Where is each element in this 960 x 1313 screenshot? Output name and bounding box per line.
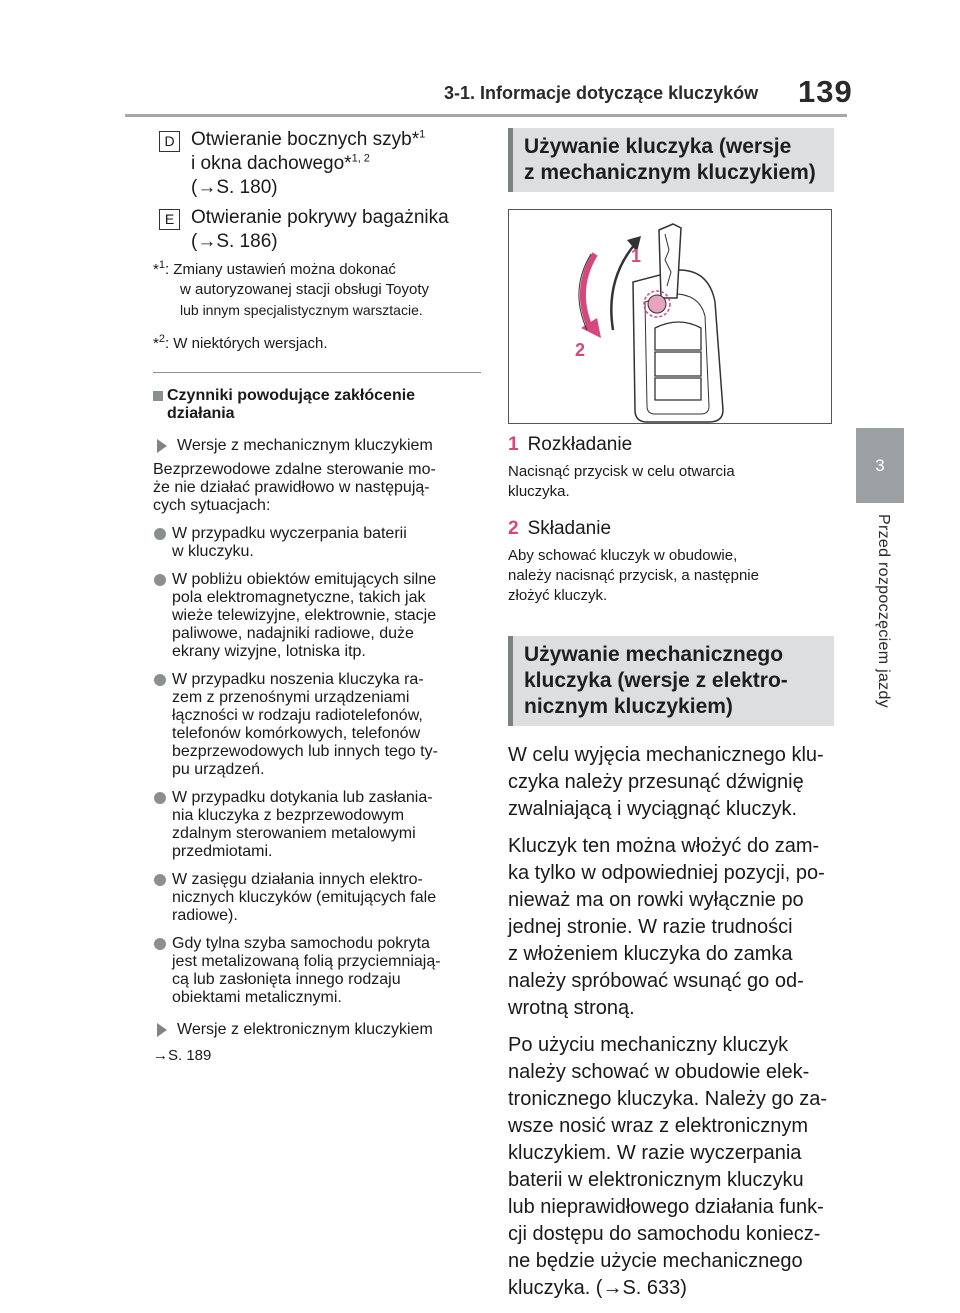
intro-line: cych sytuacjach:: [153, 497, 271, 514]
bullet-line: W przypadku dotykania lub zasłania-: [172, 789, 433, 806]
interference-intro: [153, 461, 483, 515]
step-label: Rozkładanie: [527, 434, 633, 455]
item-d-letter-box: D: [159, 131, 180, 152]
footnote-1: [153, 260, 483, 320]
paragraph-line: jednej stronie. W razie trudności: [508, 916, 793, 938]
list-item: [153, 571, 483, 661]
paragraph-line: tronicznego kluczyka. Należy go za-: [508, 1088, 828, 1110]
list-item: [153, 871, 483, 925]
paragraph-line: ka tylko w odpowiedniej pozycji, po-: [508, 862, 825, 884]
footnote-1-mark: *: [153, 261, 159, 278]
paragraph-line: lub nieprawidłowego działania funk-: [508, 1196, 824, 1218]
circle-bullet-icon: [154, 938, 166, 950]
figure-label-1: 1: [631, 246, 642, 266]
bullet-line: paliwowe, nadajniki radiowe, duże: [172, 625, 414, 642]
paragraph-line: czyka należy przesunąć dźwignię: [508, 771, 804, 793]
footnote-1-sup: 1: [158, 259, 165, 271]
paragraph-line: ne będzie użycie mechanicznego: [508, 1250, 803, 1272]
paragraph-line: nieważ ma on rowki wyłącznie po: [508, 889, 804, 911]
bullet-line: pola elektromagnetyczne, takich jak: [172, 589, 426, 606]
mechanical-key-versions-text: Wersje z mechanicznym kluczykiem: [177, 437, 433, 454]
item-d-line1: Otwieranie bocznych szyb*: [191, 129, 420, 150]
step-number: 2: [508, 518, 519, 539]
paragraph-insert-key: [508, 833, 834, 1022]
step-desc-line: Aby schować kluczyk w obudowie,: [508, 547, 738, 564]
header-divider: [125, 114, 847, 117]
step-desc-line: należy nacisnąć przycisk, a następnie: [508, 567, 759, 584]
bullet-line: bezprzewodowych lub innych tego ty-: [172, 743, 438, 760]
paragraph-line: wsze nosić wraz z elektronicznym: [508, 1115, 809, 1137]
page-reference-189[interactable]: →S. 189: [153, 1047, 212, 1064]
paragraph-line: cji dostępu do samochodu koniecz-: [508, 1223, 821, 1245]
flip-key-icon: [509, 210, 833, 425]
bullet-line: zem z przenośnymi urządzeniami: [172, 689, 410, 706]
left-column: [153, 128, 483, 1064]
list-item: [153, 671, 483, 779]
bullet-line: radiowe).: [172, 907, 238, 924]
figure-label-2: 2: [575, 340, 586, 360]
paragraph-line: baterii w elektronicznym kluczyku: [508, 1169, 804, 1191]
bullet-line: nia kluczyka z bezprzewodowym: [172, 807, 405, 824]
step-number: 1: [508, 434, 519, 455]
bullet-line: Gdy tylna szyba samochodu pokryta: [172, 935, 430, 952]
paragraph-line: kluczyka. (→S. 633): [508, 1277, 687, 1299]
step-fold: [508, 518, 834, 540]
right-column: [508, 128, 834, 1302]
mechanical-key-versions-label: [153, 437, 483, 455]
running-header-title: 3-1. Informacje dotyczące kluczyków: [444, 83, 759, 103]
paragraph-line: z włożeniem kluczyka do zamka: [508, 943, 793, 965]
footnote-2-text: : W niektórych wersjach.: [164, 335, 328, 352]
footnote-2-mark: *: [153, 335, 159, 352]
item-e-letter-box: E: [159, 209, 180, 230]
bullet-line: W zasięgu działania innych elektro-: [172, 871, 423, 888]
item-e: [153, 206, 483, 254]
paragraph-store-key: [508, 1032, 834, 1302]
bullet-line: obiektami metalicznymi.: [172, 989, 342, 1006]
list-item: [153, 525, 483, 561]
item-e-line1: Otwieranie pokrywy bagażnika: [191, 207, 449, 228]
section-heading-line: nicznym kluczykiem): [524, 695, 733, 718]
paragraph-line: W celu wyjęcia mechanicznego klu-: [508, 744, 824, 766]
step-desc-line: Nacisnąć przycisk w celu otwarcia: [508, 463, 735, 480]
section-heading-electronic-key: [508, 636, 834, 726]
item-d-page-ref[interactable]: (→S. 180): [191, 177, 278, 198]
item-d: [153, 128, 483, 200]
section-divider: [153, 372, 481, 373]
step-unfold-description: [508, 462, 834, 502]
electronic-key-versions-label: [153, 1021, 483, 1039]
key-fold-illustration: [508, 209, 832, 424]
bullet-line: cą lub zasłonięta innego rodzaju: [172, 971, 401, 988]
bullet-line: łączności w rodzaju radiotelefonów,: [172, 707, 423, 724]
chapter-tab[interactable]: 3: [856, 428, 904, 503]
bullet-line: nicznych kluczyków (emitujących fale: [172, 889, 437, 906]
circle-bullet-icon: [154, 574, 166, 586]
step-fold-description: [508, 546, 834, 606]
paragraph-line: Kluczyk ten można włożyć do zam-: [508, 835, 820, 857]
paragraph-line: należy spróbować wsunąć go od-: [508, 970, 804, 992]
item-d-line2: i okna dachowego*: [191, 153, 352, 174]
paragraph-line: należy schować w obudowie elek-: [508, 1061, 810, 1083]
circle-bullet-icon: [154, 792, 166, 804]
bullet-line: ekrany wizyjne, lotniska itp.: [172, 643, 366, 660]
paragraph-line: zwalniającą i wyciągnąć kluczyk.: [508, 798, 798, 820]
footnote-1-line1: : Zmiany ustawień można dokonać: [164, 261, 396, 278]
electronic-key-versions-text: Wersje z elektronicznym kluczykiem: [177, 1021, 433, 1038]
section-heading-line: kluczyka (wersje z elektro-: [524, 669, 788, 692]
chapter-title-vertical: Przed rozpoczęciem jazdy: [875, 514, 892, 708]
intro-line: Bezprzewodowe zdalne sterowanie mo-: [153, 461, 436, 478]
interference-heading: [153, 387, 483, 423]
square-bullet-icon: [153, 391, 163, 401]
footnote-1-line3: lub innym specjalistycznym warsztacie.: [180, 302, 423, 318]
section-heading-line: Używanie kluczyka (wersje: [524, 135, 792, 158]
circle-bullet-icon: [154, 528, 166, 540]
step-desc-line: złożyć kluczyk.: [508, 587, 608, 604]
triangle-arrow-icon: [157, 439, 167, 453]
bullet-line: wieże telewizyjne, elektrownie, stacje: [172, 607, 437, 624]
section-heading-line: z mechanicznym kluczykiem): [524, 161, 816, 184]
step-label: Składanie: [527, 518, 612, 539]
step-unfold: [508, 434, 834, 456]
item-d-sup2: 1, 2: [351, 152, 370, 165]
page-number: 139: [798, 74, 853, 109]
item-d-sup1: 1: [419, 128, 426, 141]
circle-bullet-icon: [154, 874, 166, 886]
interference-heading-line1: Czynniki powodujące zakłócenie: [167, 387, 416, 404]
paragraph-line: kluczykiem. W razie wyczerpania: [508, 1142, 802, 1164]
bullet-line: pu urządzeń.: [172, 761, 265, 778]
triangle-arrow-icon: [157, 1023, 167, 1037]
footnote-2: [153, 334, 483, 354]
footnote-2-sup: 2: [158, 333, 165, 345]
bullet-line: przedmiotami.: [172, 843, 273, 860]
bullet-line: telefonów komórkowych, telefonów: [172, 725, 421, 742]
bullet-line: W przypadku noszenia kluczyka ra-: [172, 671, 424, 688]
step-desc-line: kluczyka.: [508, 483, 570, 500]
bullet-line: W przypadku wyczerpania baterii: [172, 525, 407, 542]
footnote-1-line2: w autoryzowanej stacji obsługi Toyoty: [180, 281, 430, 298]
bullet-line: jest metalizowaną folią przyciemniają-: [172, 953, 441, 970]
bullet-line: zdalnym sterowaniem metalowymi: [172, 825, 416, 842]
section-heading-mechanical-key: [508, 128, 834, 192]
item-e-page-ref[interactable]: (→S. 186): [191, 231, 278, 252]
paragraph-line: Po użyciu mechaniczny kluczyk: [508, 1034, 789, 1056]
interference-heading-line2: działania: [167, 405, 235, 422]
list-item: [153, 935, 483, 1007]
bullet-line: W pobliżu obiektów emitujących silne: [172, 571, 437, 588]
paragraph-line: wrotną stroną.: [508, 997, 635, 1019]
circle-bullet-icon: [154, 674, 166, 686]
list-item: [153, 789, 483, 861]
bullet-line: w kluczyku.: [172, 543, 254, 560]
section-heading-line: Używanie mechanicznego: [524, 643, 784, 666]
intro-line: że nie działać prawidłowo w następują-: [153, 479, 430, 496]
paragraph-remove-key: [508, 742, 834, 823]
